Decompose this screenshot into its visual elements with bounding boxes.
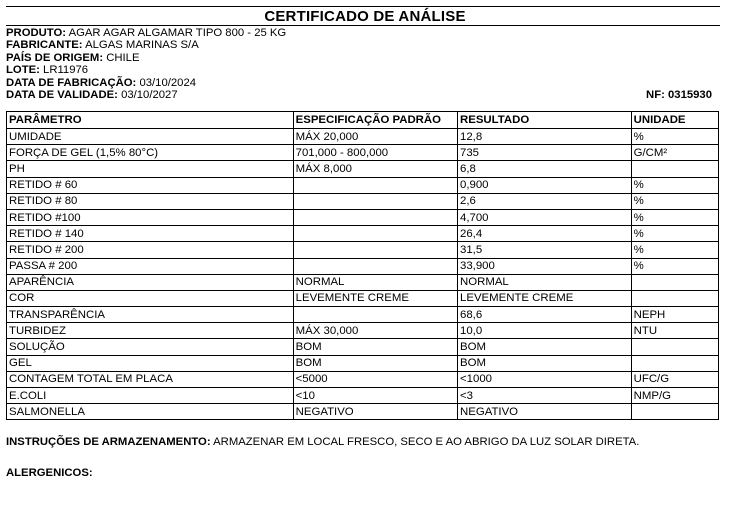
cell-parametro: RETIDO # 60: [7, 177, 294, 193]
header-especificacao: ESPECIFICAÇÃO PADRÃO: [293, 112, 457, 129]
table-row: [7, 307, 719, 323]
pais-row: [6, 52, 286, 64]
cell-parametro: APARÊNCIA: [7, 274, 294, 290]
table-row: [7, 339, 719, 355]
storage-instructions-label: INSTRUÇÕES DE ARMAZENAMENTO:: [6, 436, 211, 448]
cell-unidade: G/CM²: [631, 145, 718, 161]
cell-especificacao: <5000: [293, 371, 457, 387]
table-row: [7, 193, 719, 209]
storage-instructions-text: ARMAZENAR EM LOCAL FRESCO, SECO E AO ABRIGO DA LUZ SOLAR DIRETA.: [213, 436, 640, 448]
nf-field: [646, 89, 712, 101]
cell-unidade: %: [631, 226, 718, 242]
cell-parametro: PH: [7, 161, 294, 177]
analysis-table: [6, 111, 719, 420]
cell-resultado: 10,0: [458, 323, 632, 339]
cell-parametro: E.COLI: [7, 388, 294, 404]
pais-label: PAÍS DE ORIGEM:: [6, 51, 104, 64]
cell-resultado: <3: [458, 388, 632, 404]
header-parametro: PARÂMETRO: [7, 112, 294, 129]
cell-especificacao: MÁX 20,000: [293, 129, 457, 145]
header-resultado: RESULTADO: [458, 112, 632, 129]
table-row: [7, 226, 719, 242]
cell-especificacao: MÁX 30,000: [293, 323, 457, 339]
allergens-label: ALERGENICOS:: [6, 467, 93, 479]
fabricacao-value: 03/10/2024: [139, 76, 197, 89]
cell-especificacao: <10: [293, 388, 457, 404]
table-row: [7, 161, 719, 177]
validade-label: DATA DE VALIDADE:: [6, 89, 118, 102]
table-row: [7, 323, 719, 339]
nf-value: 0315930: [668, 89, 712, 101]
lote-value: LR11976: [43, 64, 89, 77]
table-row: [7, 242, 719, 258]
cell-resultado: 12,8: [458, 129, 632, 145]
cell-resultado: 33,900: [458, 258, 632, 274]
cell-unidade: NMP/G: [631, 388, 718, 404]
cell-especificacao: [293, 258, 457, 274]
storage-instructions: [6, 436, 639, 448]
cell-especificacao: [293, 177, 457, 193]
title-underline: [6, 25, 720, 26]
cell-unidade: %: [631, 193, 718, 209]
nf-label: NF:: [646, 89, 665, 101]
cell-resultado: 26,4: [458, 226, 632, 242]
table-row: [7, 404, 719, 420]
cell-unidade: UFC/G: [631, 371, 718, 387]
fabricacao-row: [6, 77, 286, 89]
cell-especificacao: [293, 307, 457, 323]
cell-especificacao: LEVEMENTE CREME: [293, 290, 457, 306]
cell-resultado: <1000: [458, 371, 632, 387]
cell-unidade: [631, 161, 718, 177]
produto-value: AGAR AGAR ALGAMAR TIPO 800 - 25 KG: [68, 27, 287, 39]
cell-especificacao: 701,000 - 800,000: [293, 145, 457, 161]
cell-resultado: NEGATIVO: [458, 404, 632, 420]
table-body: [7, 129, 719, 420]
cell-resultado: 4,700: [458, 209, 632, 225]
produto-label: PRODUTO:: [6, 27, 67, 39]
cell-resultado: 6,8: [458, 161, 632, 177]
header-unidade: UNIDADE: [631, 112, 718, 129]
table-row: [7, 274, 719, 290]
table-row: [7, 258, 719, 274]
cell-unidade: [631, 290, 718, 306]
cell-especificacao: BOM: [293, 339, 457, 355]
cell-especificacao: MÁX 8,000: [293, 161, 457, 177]
cell-unidade: %: [631, 129, 718, 145]
fabricante-label: FABRICANTE:: [6, 39, 83, 52]
fabricante-value: ALGAS MARINAS S/A: [85, 39, 199, 52]
cell-unidade: [631, 339, 718, 355]
header-block: [6, 27, 286, 101]
cell-resultado: BOM: [458, 339, 632, 355]
cell-unidade: [631, 274, 718, 290]
cell-resultado: LEVEMENTE CREME: [458, 290, 632, 306]
table-header-row: [7, 112, 719, 129]
document-title: [0, 8, 730, 25]
cell-unidade: %: [631, 209, 718, 225]
lote-row: [6, 64, 286, 76]
top-rule: [6, 6, 720, 7]
cell-unidade: [631, 404, 718, 420]
table-row: [7, 145, 719, 161]
cell-parametro: RETIDO # 200: [7, 242, 294, 258]
cell-resultado: 735: [458, 145, 632, 161]
pais-value: CHILE: [106, 51, 140, 64]
cell-parametro: TURBIDEZ: [7, 323, 294, 339]
cell-especificacao: BOM: [293, 355, 457, 371]
cell-especificacao: [293, 242, 457, 258]
cell-parametro: UMIDADE: [7, 129, 294, 145]
cell-unidade: %: [631, 258, 718, 274]
produto-row: [6, 27, 286, 39]
fabricante-row: [6, 39, 286, 51]
cell-parametro: RETIDO #100: [7, 209, 294, 225]
lote-label: LOTE:: [6, 64, 40, 77]
cell-especificacao: [293, 226, 457, 242]
cell-parametro: RETIDO # 80: [7, 193, 294, 209]
cell-parametro: GEL: [7, 355, 294, 371]
table-row: [7, 388, 719, 404]
table-row: [7, 290, 719, 306]
cell-resultado: 2,6: [458, 193, 632, 209]
cell-parametro: PASSA # 200: [7, 258, 294, 274]
table-row: [7, 177, 719, 193]
cell-parametro: FORÇA DE GEL (1,5% 80°C): [7, 145, 294, 161]
cell-especificacao: NORMAL: [293, 274, 457, 290]
cell-parametro: TRANSPARÊNCIA: [7, 307, 294, 323]
cell-resultado: BOM: [458, 355, 632, 371]
cell-unidade: %: [631, 242, 718, 258]
cell-especificacao: [293, 193, 457, 209]
cell-especificacao: [293, 209, 457, 225]
cell-unidade: [631, 355, 718, 371]
cell-unidade: NEPH: [631, 307, 718, 323]
fabricacao-label: DATA DE FABRICAÇÃO:: [6, 76, 137, 89]
cell-unidade: %: [631, 177, 718, 193]
table-row: [7, 371, 719, 387]
cell-resultado: 31,5: [458, 242, 632, 258]
table-row: [7, 129, 719, 145]
cell-unidade: NTU: [631, 323, 718, 339]
cell-parametro: COR: [7, 290, 294, 306]
cell-resultado: NORMAL: [458, 274, 632, 290]
table-row: [7, 355, 719, 371]
cell-parametro: SOLUÇÃO: [7, 339, 294, 355]
cell-especificacao: NEGATIVO: [293, 404, 457, 420]
cell-parametro: SALMONELLA: [7, 404, 294, 420]
cell-resultado: 0,900: [458, 177, 632, 193]
cell-parametro: CONTAGEM TOTAL EM PLACA: [7, 371, 294, 387]
cell-parametro: RETIDO # 140: [7, 226, 294, 242]
table-row: [7, 209, 719, 225]
cell-resultado: 68,6: [458, 307, 632, 323]
validade-value: 03/10/2027: [121, 89, 178, 102]
document-title-text: CERTIFICADO DE ANÁLISE: [264, 8, 466, 25]
validade-row: [6, 89, 286, 101]
